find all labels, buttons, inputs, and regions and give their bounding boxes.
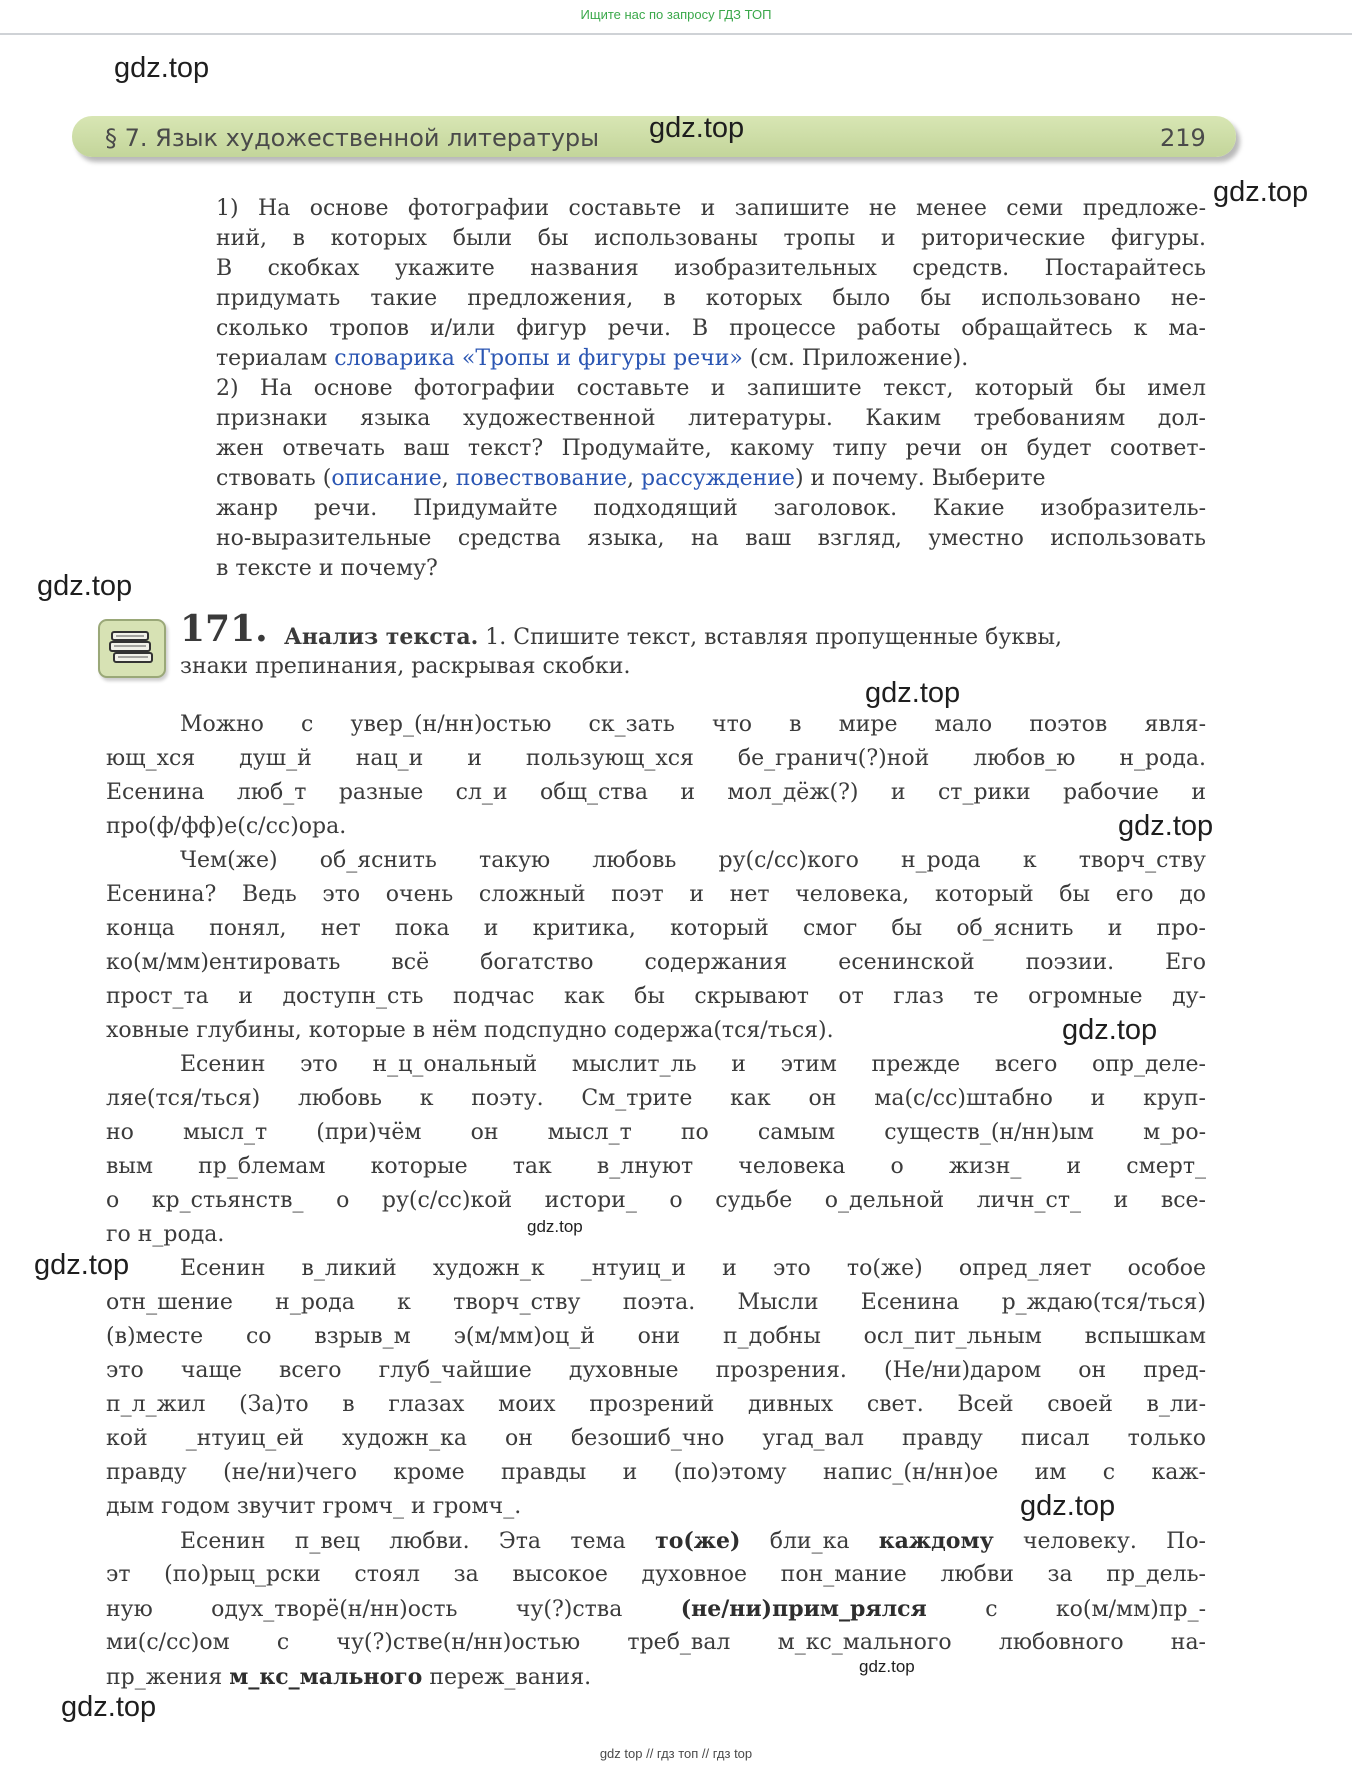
book-stack-icon <box>98 619 166 678</box>
page-number: 219 <box>1160 124 1206 152</box>
text-line: п_л_жил (За)то в глазах моих прозрений дивных свет. Всей своей в_ли- <box>106 1392 1206 1417</box>
text-line: ляе(тся/ться) любовь к поэту. См_трите как он ма(с/сс)штабно и круп- <box>106 1086 1206 1111</box>
top-banner <box>0 0 1352 33</box>
text-line: Есенина люб_т разные сл_и общ_ства и мол_дёж(?) и ст_рики рабочие и <box>106 780 1206 805</box>
text-line: Есенина? Ведь это очень сложный поэт и нет человека, который бы его до <box>106 882 1206 907</box>
link-description[interactable]: описание <box>331 466 442 491</box>
text-line: Есенин в_ликий художн_к _нтуиц_и и это то(же) опред_ляет особое <box>180 1256 1206 1281</box>
exercise-number: 171. <box>180 608 268 650</box>
text-line: в тексте и почему? <box>216 556 438 581</box>
link-narration[interactable]: повествование <box>455 466 628 491</box>
text-line: это чаще всего глуб_чайшие духовные прозрения. (Не/ни)даром он пред- <box>106 1358 1206 1383</box>
text-span: с ко(м/мм)пр_- <box>926 1597 1207 1622</box>
text-line <box>180 1526 1206 1556</box>
exercise-task-line <box>284 622 1062 653</box>
text-line: 2) На основе фотографии составьте и запишите текст, который бы имел <box>216 376 1206 401</box>
text-span: человеку. По- <box>993 1529 1206 1554</box>
text-line: но-выразительные средства языка, на ваш взгляд, уместно использовать <box>216 526 1206 551</box>
text-span: переж_вания. <box>422 1665 592 1690</box>
watermark: gdz.top <box>859 1657 915 1676</box>
text-span: ) и почему. Выберите <box>794 466 1046 491</box>
text-span: Есенин п_вец любви. Эта тема <box>180 1529 656 1554</box>
watermark: gdz.top <box>61 1691 157 1723</box>
text-span: , <box>441 466 456 491</box>
text-line: про(ф/фф)е(с/сс)ора. <box>106 814 347 839</box>
text-line: 1) На основе фотографии составьте и запишите не менее семи предложе- <box>216 196 1206 221</box>
watermark: gdz.top <box>1020 1490 1116 1522</box>
text-line: В скобках укажите названия изобразительных средств. Постарайтесь <box>216 256 1206 281</box>
text-span: ствовать ( <box>216 466 332 491</box>
text-span: ную одух_творё(н/нн)ость чу(?)ства <box>106 1597 681 1622</box>
link-reasoning[interactable]: рассуждение <box>641 466 795 491</box>
text-line: дым годом звучит громч_ и громч_. <box>106 1494 522 1519</box>
text-line: ми(с/сс)ом с чу(?)стве(н/нн)остью треб_вал м_кс_мального любовного на- <box>106 1630 1206 1655</box>
text-line: правду (не/ни)чего кроме правды и (по)этому напис_(н/нн)ое им с каж- <box>106 1460 1206 1485</box>
watermark: gdz.top <box>34 1249 130 1281</box>
text-line <box>216 344 968 374</box>
text-line: Есенин это н_ц_ональный мыслит_ль и этим прежде всего опр_деле- <box>180 1052 1206 1077</box>
text-line: о кр_стьянств_ о ру(с/сс)кой истори_ о судьбе о_дельной личн_ст_ и все- <box>106 1188 1206 1213</box>
footer-links[interactable]: gdz top // гдз топ // гдз top <box>599 1746 753 1761</box>
text-line: прост_та и доступн_сть подчас как бы скрывают от глаз те огромные ду- <box>106 984 1206 1009</box>
text-line: кой _нтуиц_ей художн_ка он безошиб_чно угад_вал правду писал только <box>106 1426 1206 1451</box>
top-banner-text: Ищите нас по запросу ГДЗ ТОП <box>580 7 772 22</box>
bold-word: то(же) <box>655 1528 741 1554</box>
watermark: gdz.top <box>37 570 133 602</box>
text-span: бли_ка <box>740 1529 879 1554</box>
text-line: го н_рода. <box>106 1222 225 1247</box>
exercise-task: 1. Спишите текст, вставляя пропущенные буквы, <box>485 625 1062 650</box>
text-span: (см. Приложение). <box>742 346 969 371</box>
text-line: Чем(же) об_яснить такую любовь ру(с/сс)кого н_рода к творч_ству <box>180 848 1206 873</box>
section-title: § 7. Язык художественной литературы <box>105 124 600 152</box>
top-divider <box>0 33 1352 35</box>
text-line: ний, в которых были бы использованы тропы и риторические фигуры. <box>216 226 1206 251</box>
text-line: эт (по)рыц_рски стоял за высокое духовное пон_мание любви за пр_дель- <box>106 1562 1206 1587</box>
watermark: gdz.top <box>649 112 745 144</box>
bold-word: м_кс_мального <box>229 1664 423 1690</box>
text-line <box>106 1594 1206 1624</box>
exercise-task-line: знаки препинания, раскрывая скобки. <box>180 654 631 679</box>
text-line: ющ_хся душ_й нац_и и пользующ_хся бе_гранич(?)ной любов_ю н_рода. <box>106 746 1206 771</box>
text-line: конца понял, нет пока и критика, который смог бы об_яснить и про- <box>106 916 1206 941</box>
text-span: териалам <box>216 346 335 371</box>
text-line: сколько тропов и/или фигур речи. В процессе работы обращайтесь к ма- <box>216 316 1206 341</box>
text-line: ховные глубины, которые в нём подспудно содержа(тся/ться). <box>106 1018 834 1043</box>
watermark: gdz.top <box>1213 176 1309 208</box>
watermark: gdz.top <box>865 677 961 709</box>
text-line: жен отвечать ваш текст? Продумайте, какому типу речи он будет соответ- <box>216 436 1206 461</box>
glossary-link[interactable]: словарика «Тропы и фигуры речи» <box>334 346 743 371</box>
text-line <box>216 464 1046 494</box>
text-line: (в)месте со взрыв_м э(м/мм)оц_й они п_добны осл_пит_льным вспышкам <box>106 1324 1206 1349</box>
watermark: gdz.top <box>527 1217 583 1236</box>
text-line: отн_шение н_рода к творч_ству поэта. Мысли Есенина р_ждаю(тся/ться) <box>106 1290 1206 1315</box>
text-line: ко(м/мм)ентировать всё богатство содержания есенинской поэзии. Его <box>106 950 1206 975</box>
exercise-label: Анализ текста. <box>284 624 479 650</box>
text-span: , <box>627 466 642 491</box>
watermark: gdz.top <box>1062 1014 1158 1046</box>
bold-word: (не/ни)прим_рялся <box>680 1596 927 1622</box>
text-line: признаки языка художественной литературы. Каким требованиям дол- <box>216 406 1206 431</box>
text-span: пр_жения <box>106 1665 230 1690</box>
bold-word: каждому <box>878 1528 994 1554</box>
text-line: Можно с увер_(н/нн)остью ск_зать что в мире мало поэтов явля- <box>180 712 1206 737</box>
watermark: gdz.top <box>114 52 210 84</box>
text-line <box>106 1662 591 1692</box>
watermark: gdz.top <box>1118 810 1214 842</box>
text-line: жанр речи. Придумайте подходящий заголовок. Какие изобразитель- <box>216 496 1206 521</box>
text-line: вым пр_блемам которые так в_лнуют человека о жизн_ и смерт_ <box>106 1154 1206 1179</box>
text-line: придумать такие предложения, в которых было бы использовано не- <box>216 286 1206 311</box>
text-line: но мысл_т (при)чём он мысл_т по самым существ_(н/нн)ым м_ро- <box>106 1120 1206 1145</box>
